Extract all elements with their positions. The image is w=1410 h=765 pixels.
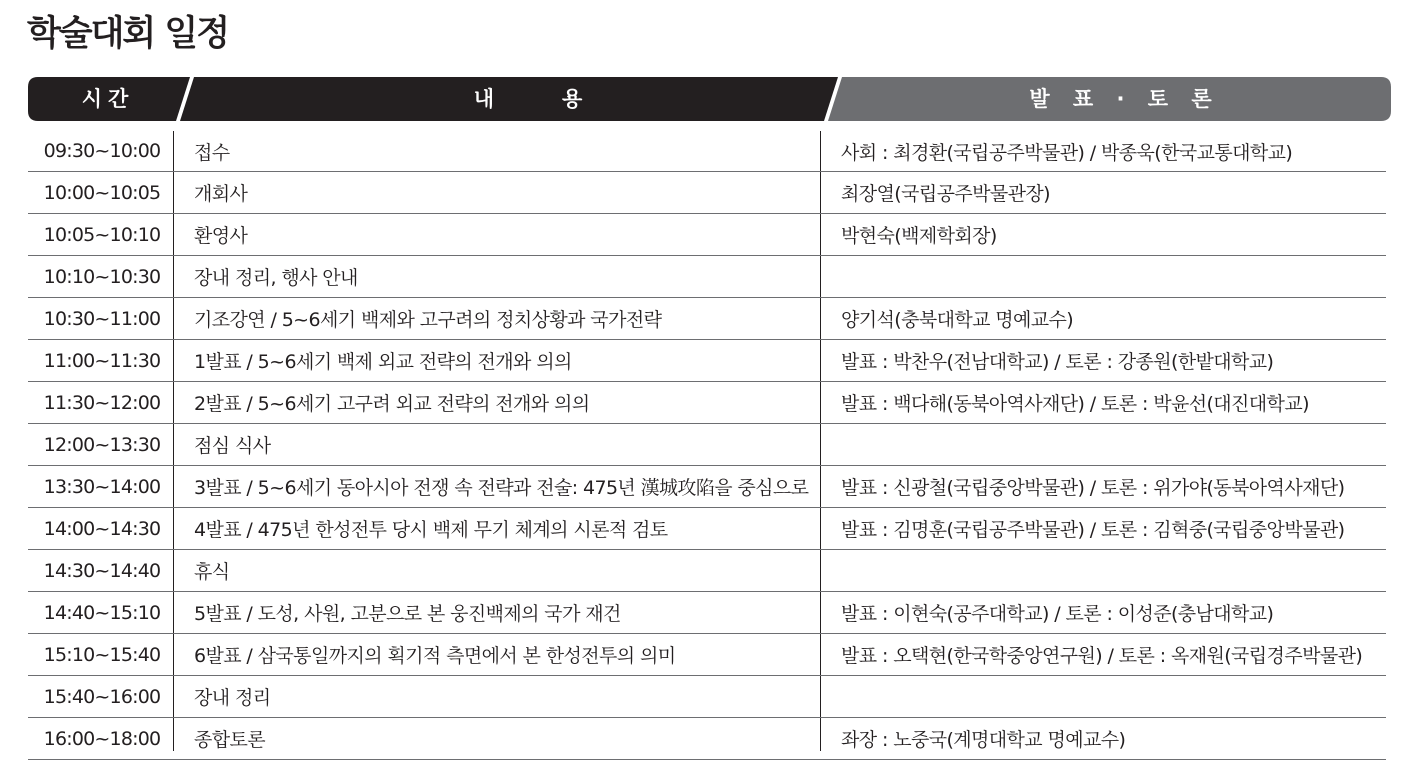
content-cell: 1발표 / 5~6세기 백제 외교 전략의 전개와 의의 xyxy=(194,351,572,373)
table-row xyxy=(28,466,1386,508)
time-cell: 13:30~14:00 xyxy=(43,475,161,498)
header-speaker: 발 표 · 토 론 xyxy=(1029,87,1220,111)
content-cell: 4발표 / 475년 한성전투 당시 백제 무기 체계의 시론적 검토 xyxy=(194,519,668,541)
speaker-cell xyxy=(841,676,1386,717)
content-cell: 3발표 / 5~6세기 동아시아 전쟁 속 전략과 전술: 475년 漢城攻陷을 중심으로 xyxy=(194,477,809,499)
header-content-part1: 내 xyxy=(473,87,494,111)
time-cell: 15:10~15:40 xyxy=(43,643,161,666)
speaker-cell xyxy=(841,550,1386,591)
schedule-table xyxy=(28,131,1386,760)
speaker-cell: 양기석(충북대학교 명예교수) xyxy=(841,309,1074,331)
content-cell: 장내 정리, 행사 안내 xyxy=(194,267,358,289)
table-header xyxy=(28,77,1391,121)
speaker-cell: 발표 : 박찬우(전남대학교) / 토론 : 강종원(한밭대학교) xyxy=(841,351,1274,373)
content-cell: 장내 정리 xyxy=(194,687,271,709)
table-row xyxy=(28,214,1386,256)
speaker-cell: 사회 : 최경환(국립공주박물관) / 박종욱(한국교통대학교) xyxy=(841,141,1293,164)
time-cell: 10:00~10:05 xyxy=(43,181,161,204)
content-cell: 종합토론 xyxy=(194,729,266,751)
time-cell: 14:40~15:10 xyxy=(43,601,161,624)
content-cell: 휴식 xyxy=(194,561,230,583)
time-cell: 14:00~14:30 xyxy=(43,517,161,540)
time-cell: 15:40~16:00 xyxy=(43,685,161,708)
time-cell: 11:00~11:30 xyxy=(43,349,161,372)
speaker-cell: 발표 : 신광철(국립중앙박물관) / 토론 : 위가야(동북아역사재단) xyxy=(841,477,1345,499)
speaker-cell: 최장열(국립공주박물관장) xyxy=(841,183,1050,205)
table-row xyxy=(28,718,1386,760)
content-cell: 개회사 xyxy=(194,183,248,205)
content-cell: 기조강연 / 5~6세기 백제와 고구려의 정치상황과 국가전략 xyxy=(194,309,662,331)
time-cell: 14:30~14:40 xyxy=(43,559,161,582)
content-cell: 접수 xyxy=(194,141,230,164)
time-cell: 16:00~18:00 xyxy=(43,727,161,750)
content-cell: 점심 식사 xyxy=(194,435,271,457)
speaker-cell xyxy=(841,256,1386,297)
speaker-cell: 좌장 : 노중국(계명대학교 명예교수) xyxy=(841,729,1126,751)
table-row xyxy=(28,340,1386,382)
speaker-cell: 발표 : 김명훈(국립공주박물관) / 토론 : 김혁중(국립중앙박물관) xyxy=(841,519,1345,541)
content-cell: 6발표 / 삼국통일까지의 획기적 측면에서 본 한성전투의 의미 xyxy=(194,645,676,667)
table-row xyxy=(28,256,1386,298)
header-time: 시간 xyxy=(81,87,135,111)
header-content-part2: 용 xyxy=(562,87,583,111)
time-cell: 10:05~10:10 xyxy=(43,223,161,246)
table-row xyxy=(28,592,1386,634)
page-title: 학술대회 일정 xyxy=(27,14,229,54)
speaker-cell: 발표 : 오택현(한국학중앙연구원) / 토론 : 옥재원(국립경주박물관) xyxy=(841,645,1363,667)
time-cell: 10:30~11:00 xyxy=(43,307,161,330)
header-content xyxy=(198,77,858,121)
table-row xyxy=(28,424,1386,466)
table-row xyxy=(28,676,1386,718)
table-row xyxy=(28,382,1386,424)
table-row xyxy=(28,508,1386,550)
table-row xyxy=(28,172,1386,214)
speaker-cell: 박현숙(백제학회장) xyxy=(841,225,997,247)
content-cell: 환영사 xyxy=(194,225,248,247)
content-cell: 5발표 / 도성, 사원, 고분으로 본 웅진백제의 국가 재건 xyxy=(194,603,621,625)
speaker-cell: 발표 : 이현숙(공주대학교) / 토론 : 이성준(충남대학교) xyxy=(841,603,1274,625)
table-row xyxy=(28,550,1386,592)
table-row xyxy=(28,298,1386,340)
speaker-cell xyxy=(841,424,1386,465)
time-cell: 12:00~13:30 xyxy=(43,433,161,456)
time-cell: 09:30~10:00 xyxy=(43,140,161,162)
speaker-cell: 발표 : 백다해(동북아역사재단) / 토론 : 박윤선(대진대학교) xyxy=(841,393,1309,415)
table-row xyxy=(28,634,1386,676)
table-row xyxy=(28,131,1386,172)
time-cell: 11:30~12:00 xyxy=(43,391,161,414)
time-cell: 10:10~10:30 xyxy=(43,265,161,288)
content-cell: 2발표 / 5~6세기 고구려 외교 전략의 전개와 의의 xyxy=(194,393,590,415)
